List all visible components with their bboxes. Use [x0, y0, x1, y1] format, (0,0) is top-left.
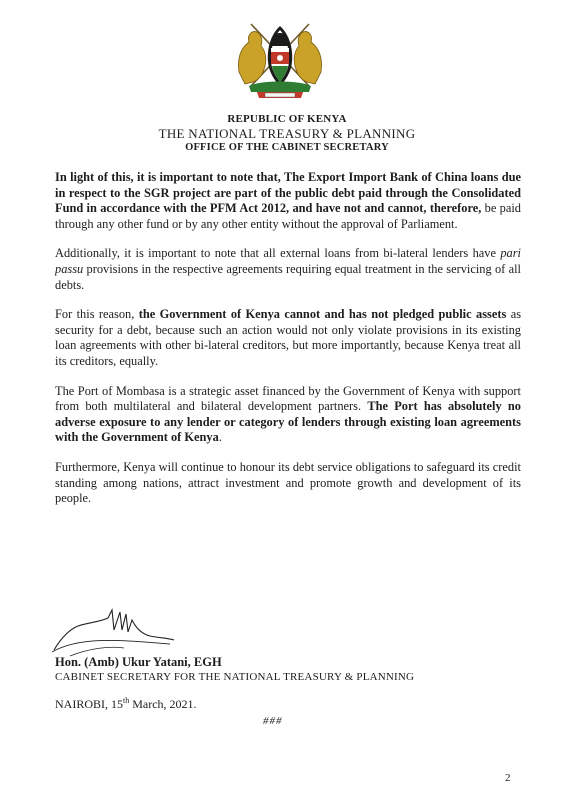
date-city-day: NAIROBI, 15 — [55, 697, 123, 711]
page-number: 2 — [505, 772, 511, 784]
handwritten-signature — [50, 600, 180, 658]
letterhead-ministry: THE NATIONAL TREASURY & PLANNING — [158, 126, 416, 141]
paragraph-3-text-a: For this reason, — [55, 307, 139, 322]
paragraph-3-text-b: as security for a debt, because such an action would not only violate provisions in its existing loan agreements with other bi-lateral creditors, but more importantly, because Kenya treat all its creditors, equally. — [55, 307, 522, 368]
place-and-date — [55, 697, 197, 712]
paragraph-4-bold: The Port has absolutely no adverse exposure to any lender or category of lenders through existing loan agreements with the Government of Kenya — [55, 399, 521, 445]
paragraph-3 — [55, 307, 521, 369]
date-month-year: March, 2021. — [129, 697, 197, 711]
paragraph-1-bold: In light of this, it is important to note that, The Export Import Bank of China loans due in respect to the SGR project are part of the public debt paid through the Consolidated Fund in accordance with the PFM Act 2012, and have not and cannot, therefore, — [55, 170, 521, 216]
paragraph-2-italic: pari passu — [55, 246, 521, 276]
paragraph-5-text: Furthermore, Kenya will continue to honour its debt service obligations to safeguard its credit standing among nations, attract investment and promote growth and development of its people. — [55, 459, 521, 506]
end-mark: ### — [263, 715, 283, 727]
signatory-name: Hon. (Amb) Ukur Yatani, EGH — [55, 655, 222, 669]
paragraph-5 — [55, 460, 521, 507]
paragraph-1 — [55, 170, 521, 232]
paragraph-2-text-b: provisions in the respective agreements requiring equal treatment in the servicing of all debts. — [55, 261, 521, 292]
signatory-title: CABINET SECRETARY FOR THE NATIONAL TREASURY & PLANNING — [55, 671, 415, 683]
paragraph-2-text-a: Additionally, it is important to note that all external loans from bi-lateral lenders have — [55, 246, 501, 261]
paragraph-4-text-b: . — [218, 430, 222, 445]
kenya-coat-of-arms-icon — [231, 14, 329, 102]
letterhead-country: REPUBLIC OF KENYA — [227, 113, 347, 125]
statement-body — [55, 170, 521, 521]
signatory-block — [55, 655, 525, 684]
letterhead-office: OFFICE OF THE CABINET SECRETARY — [185, 142, 389, 153]
paragraph-4-text-a: The Port of Mombasa is a strategic asset financed by the Government of Kenya with support from both multilateral and bilateral development partners. — [55, 383, 521, 414]
paragraph-4 — [55, 384, 521, 446]
paragraph-3-bold: the Government of Kenya cannot and has not pledged public assets — [138, 307, 507, 322]
paragraph-1-text: be paid through any other fund or by any other entity without the approval of Parliament. — [55, 201, 521, 231]
paragraph-2 — [55, 246, 521, 293]
date-ordinal-suffix: th — [123, 696, 130, 705]
letterhead — [0, 112, 574, 155]
